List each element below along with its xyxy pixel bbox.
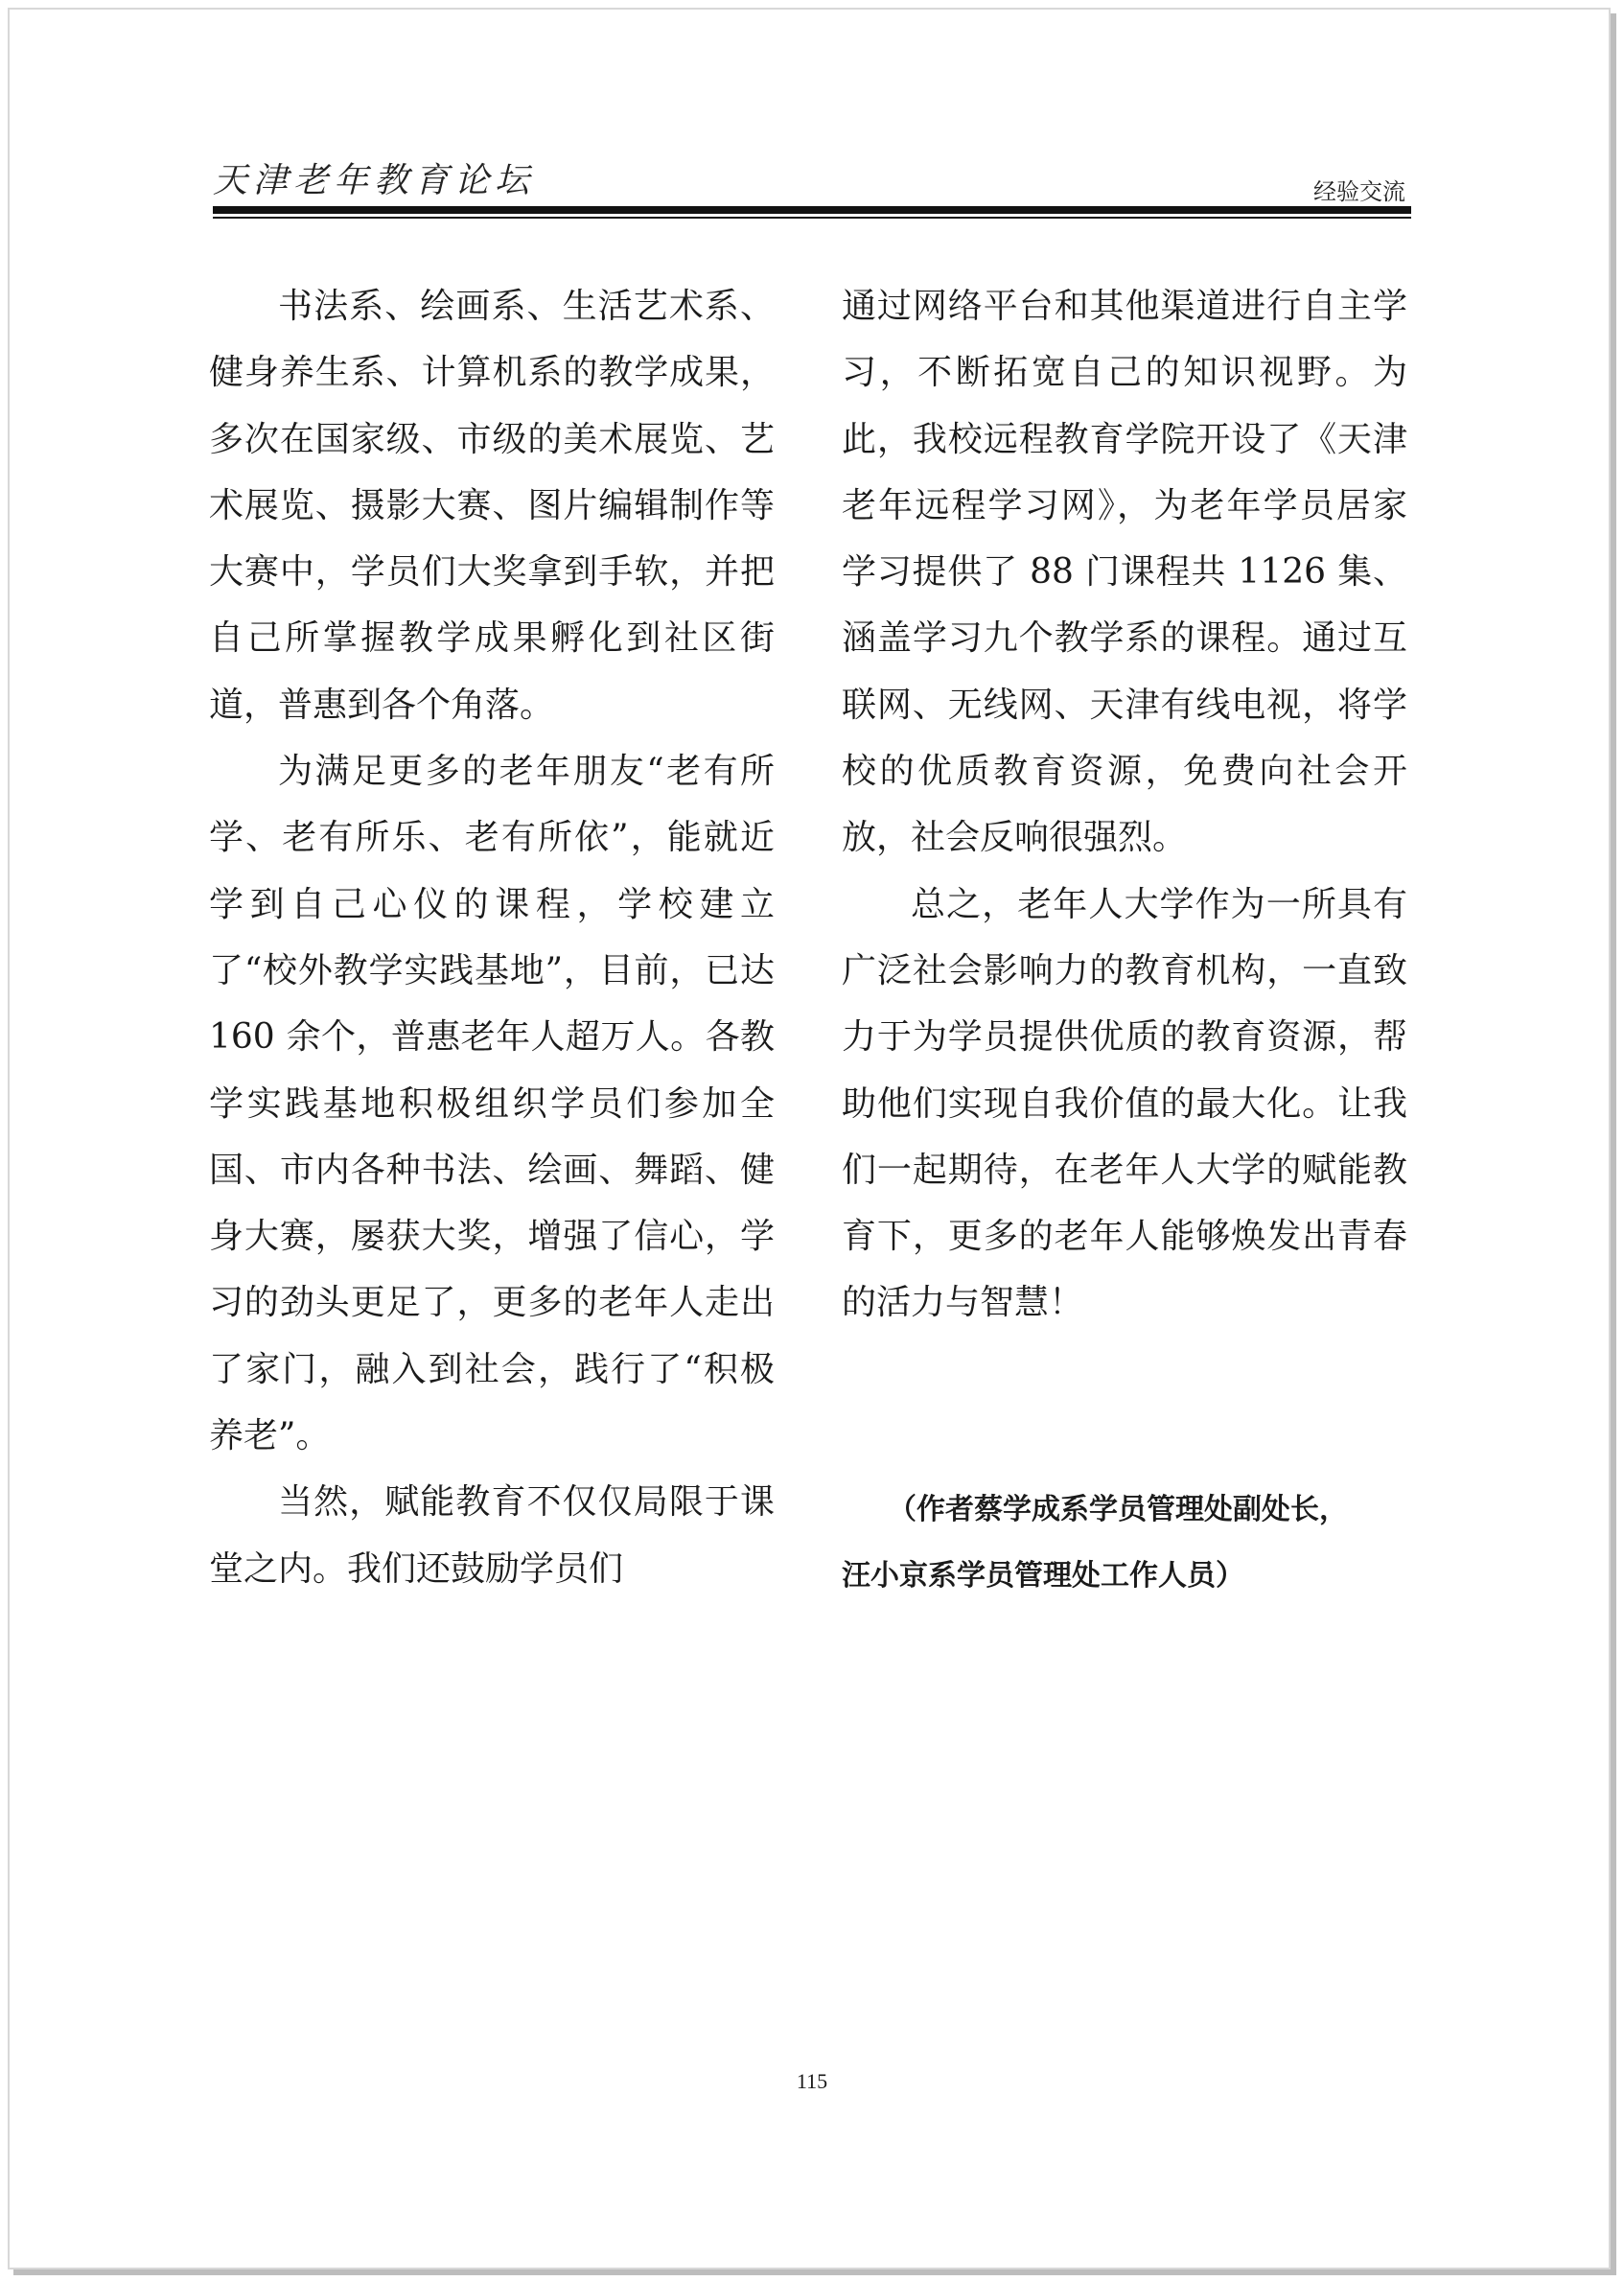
header-rule [213, 206, 1411, 214]
page-number: 115 [796, 2069, 828, 2093]
paragraph: 为满足更多的老年朋友“老有所学、老有所乐、老有所依”，能就近学到自己心仪的课程，学校建立了“校外教学实践基地”，目前，已达 160 余个，普惠老年人超万人。各教学实践基地积极组织学员们参加全国、市内各种书法、绘画、舞蹈、健身大赛，屡获大奖，增强了信心，学习的劲头更足了，更多的老年人走出了家门，融入到社会，践行了“积极养老”。 [209, 752, 775, 1456]
author-credit-line: 汪小京系学员管理处工作人员） [842, 1559, 1244, 1593]
section-label: 经验交流 [1313, 178, 1405, 205]
paragraph: 书法系、绘画系、生活艺术系、健身养生系、计算机系的教学成果，多次在国家级、市级的美术展览、艺术展览、摄影大赛、图片编辑制作等大赛中，学员们大奖拿到手软，并把自己所掌握教学成果孵化到社区街道，普惠到各个角落。 [209, 287, 775, 725]
paragraph: 通过网络平台和其他渠道进行自主学习，不断拓宽自己的知识视野。为此，我校远程教育学院开设了《天津老年远程学习网》，为老年学员居家学习提供了 88 门课程共 1126 集、涵盖学习九个教学系的课程。通过互联网、无线网、天津有线电视，将学校的优质教育资源，免费向社会开放，社会反响很强烈。 [842, 287, 1407, 858]
author-credit [842, 1477, 1417, 1609]
author-credit-line: （作者蔡学成系学员管理处副处长， [888, 1493, 1348, 1526]
header-rule-thin [213, 217, 1411, 219]
left-column [209, 273, 775, 1602]
journal-title-logo: 天津老年教育论坛 [213, 161, 536, 200]
paragraph: 当然，赋能教育不仅仅局限于课堂之内。我们还鼓励学员们 [209, 1482, 775, 1589]
paragraph: 总之，老年人大学作为一所具有广泛社会影响力的教育机构，一直致力于为学员提供优质的教育资源，帮助他们实现自我价值的最大化。让我们一起期待，在老年人大学的赋能教育下，更多的老年人能够焕发出青春的活力与智慧！ [842, 884, 1407, 1323]
right-column [842, 273, 1407, 1337]
